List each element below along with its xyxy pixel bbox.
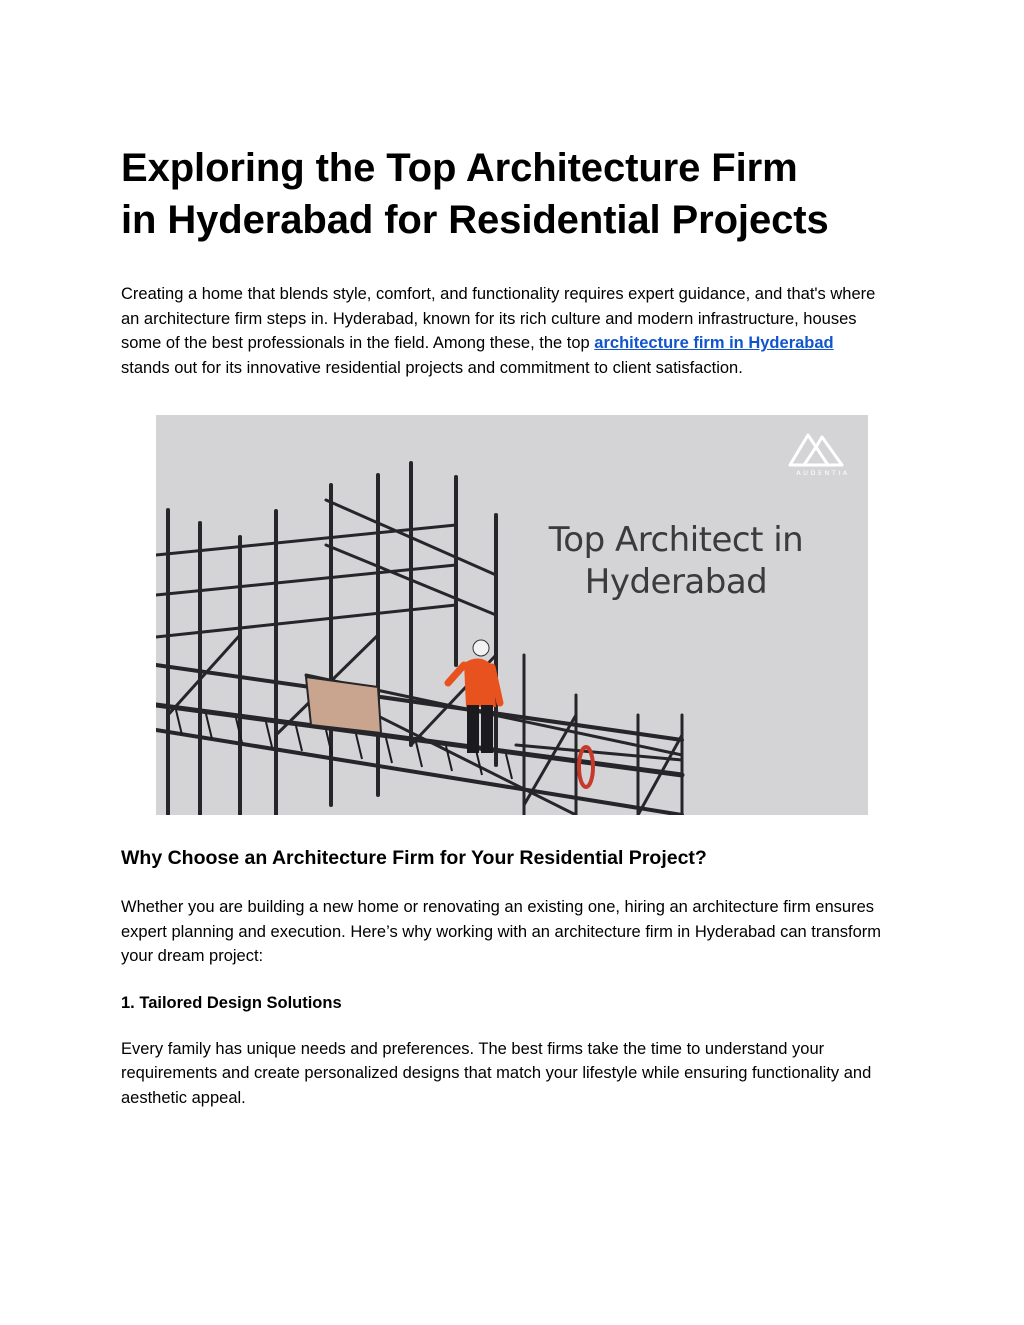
image-headline <box>516 519 836 603</box>
scaffolding-photo <box>156 415 868 815</box>
article-title <box>121 142 911 246</box>
title-line-2: in Hyderabad for Residential Projects <box>121 198 829 242</box>
image-headline-line-2: Hyderabad <box>584 562 768 602</box>
intro-paragraph <box>121 282 881 380</box>
intro-text-before: Creating a home that blends style, comfort, and functionality requires expert guidance, and that's where an architecture firm steps in. Hyderabad, known for its rich culture and modern infrastructure, houses some of the best professionals in the field. Among these, the top <box>121 285 876 352</box>
title-line-1: Exploring the Top Architecture Firm <box>121 146 798 190</box>
brand-logo <box>786 425 860 477</box>
section-heading: Why Choose an Architecture Firm for Your Residential Project? <box>121 847 707 869</box>
hero-image <box>156 415 868 815</box>
document-page <box>121 142 911 1110</box>
brand-name: AUDENTIA <box>796 469 850 477</box>
image-headline-line-1: Top Architect in <box>548 520 804 560</box>
mountain-logo-icon <box>786 425 846 469</box>
point-1-body: Every family has unique needs and preferences. The best firms take the time to understand your requirements and create personalized designs that match your lifestyle while ensuring functionality and aesthetic appeal. <box>121 1039 872 1107</box>
intro-text-after: stands out for its innovative residential projects and commitment to client satisfaction. <box>121 358 743 377</box>
point-1-heading: 1. Tailored Design Solutions <box>121 993 342 1012</box>
architecture-firm-link[interactable]: architecture firm in Hyderabad <box>594 334 834 352</box>
section-intro-paragraph: Whether you are building a new home or renovating an existing one, hiring an architecture firm ensures expert planning and execution. Here’s why working with an architecture firm in Hyderabad can transform your dream project: <box>121 898 881 965</box>
